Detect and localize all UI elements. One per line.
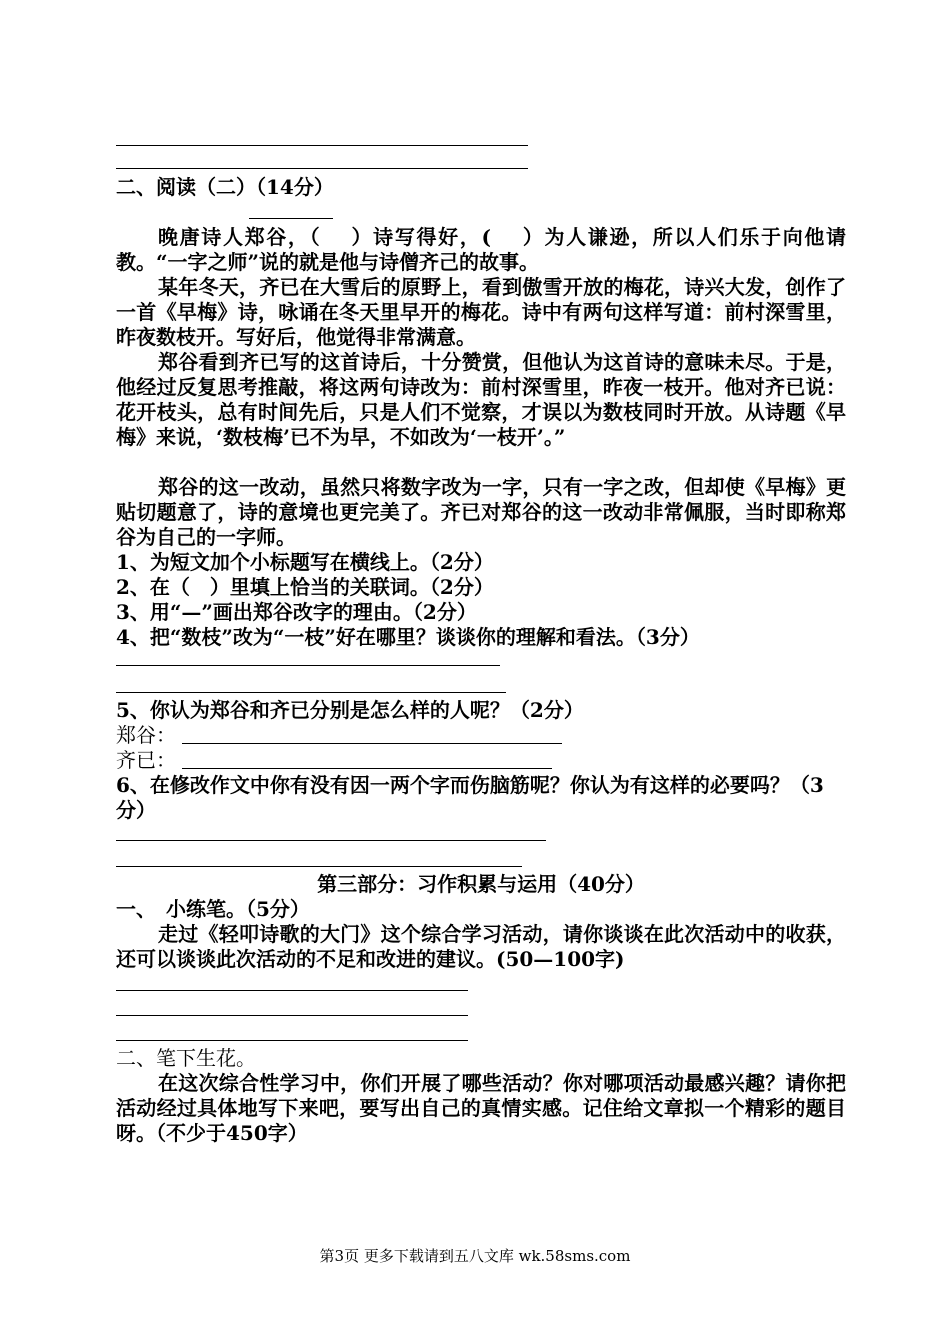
answer-line-qiji xyxy=(182,768,552,769)
answer-line xyxy=(116,145,528,146)
passage-paragraph-1: 晚唐诗人郑谷，（ ）诗写得好，( ）为人谦逊，所以人们乐于向他请教。“一字之师”说的就是他与诗僧齐己的故事。 xyxy=(116,225,846,274)
section-heading-writing: 二、笔下生花。 xyxy=(116,1046,256,1070)
question-6: 6、在修改作文中你有没有因一两个字而伤脑筋呢？你认为有这样的必要吗？（3分） xyxy=(116,773,824,822)
part3-heading: 第三部分：习作积累与运用（40分） xyxy=(317,872,645,896)
passage-paragraph-4: 郑谷的这一改动，虽然只将数字改为一字，只有一字之改，但却使《早梅》更贴切题意了，诗的意境也更完美了。齐已对郑谷的这一改动非常佩服，当时即称郑谷为自己的一字师。 xyxy=(116,475,846,549)
question-5: 5、你认为郑谷和齐已分别是怎么样的人呢？（2分） xyxy=(116,698,584,722)
question-1: 1、为短文加个小标题写在横线上。（2分） xyxy=(116,550,494,574)
answer-line xyxy=(116,1040,468,1041)
question-5-qiji-label: 齐已： xyxy=(116,748,176,772)
answer-line xyxy=(116,665,500,666)
answer-line xyxy=(116,990,468,991)
writing-prompt: 在这次综合性学习中，你们开展了哪些活动？你对哪项活动最感兴趣？请你把活动经过具体地写下来吧，要写出自己的真情实感。记住给文章拟一个精彩的题目呀。（不少于450字） xyxy=(116,1071,846,1145)
answer-line xyxy=(116,1015,468,1016)
practice-prompt: 走过《轻叩诗歌的大门》这个综合学习活动，请你谈谈在此次活动中的收获，还可以谈谈此次活动的不足和改进的建议。(50—100字) xyxy=(116,922,846,971)
answer-line xyxy=(116,840,546,841)
passage-paragraph-3: 郑谷看到齐已写的这首诗后，十分赞赏，但他认为这首诗的意味未尽。于是，他经过反复思考推敲，将这两句诗改为：前村深雪里，昨夜一枝开。他对齐已说：花开枝头，总有时间先后，只是人们不觉察，才误以为数枝同时开放。从诗题《早梅》来说，‘数枝梅’已不为早，不如改为‘一枝开’。” xyxy=(116,350,846,449)
passage-paragraph-2: 某年冬天，齐已在大雪后的原野上，看到傲雪开放的梅花，诗兴大发，创作了一首《早梅》诗，咏诵在冬天里早开的梅花。诗中有两句这样写道：前村深雪里，昨夜数枝开。写好后，他觉得非常满意。 xyxy=(116,275,846,349)
section-heading-practice: 一、 小练笔。（5分） xyxy=(116,897,310,921)
answer-line-zhenggu xyxy=(182,743,562,744)
question-3: 3、用“—”画出郑谷改字的理由。（2分） xyxy=(116,600,477,624)
question-2: 2、在（ ）里填上恰当的关联词。（2分） xyxy=(116,575,494,599)
answer-line xyxy=(116,866,522,867)
page-footer: 第3页 更多下载请到五八文库 wk.58sms.com xyxy=(319,1247,631,1265)
section-heading-reading2: 二、阅读（二）（14分） xyxy=(116,175,334,199)
answer-line xyxy=(116,692,506,693)
question-4: 4、把“数枝”改为“一枝”好在哪里？谈谈你的理解和看法。（3分） xyxy=(116,625,700,649)
question-5-zhenggu-label: 郑谷： xyxy=(116,723,176,747)
title-blank-line xyxy=(249,218,333,219)
answer-line xyxy=(116,168,528,169)
